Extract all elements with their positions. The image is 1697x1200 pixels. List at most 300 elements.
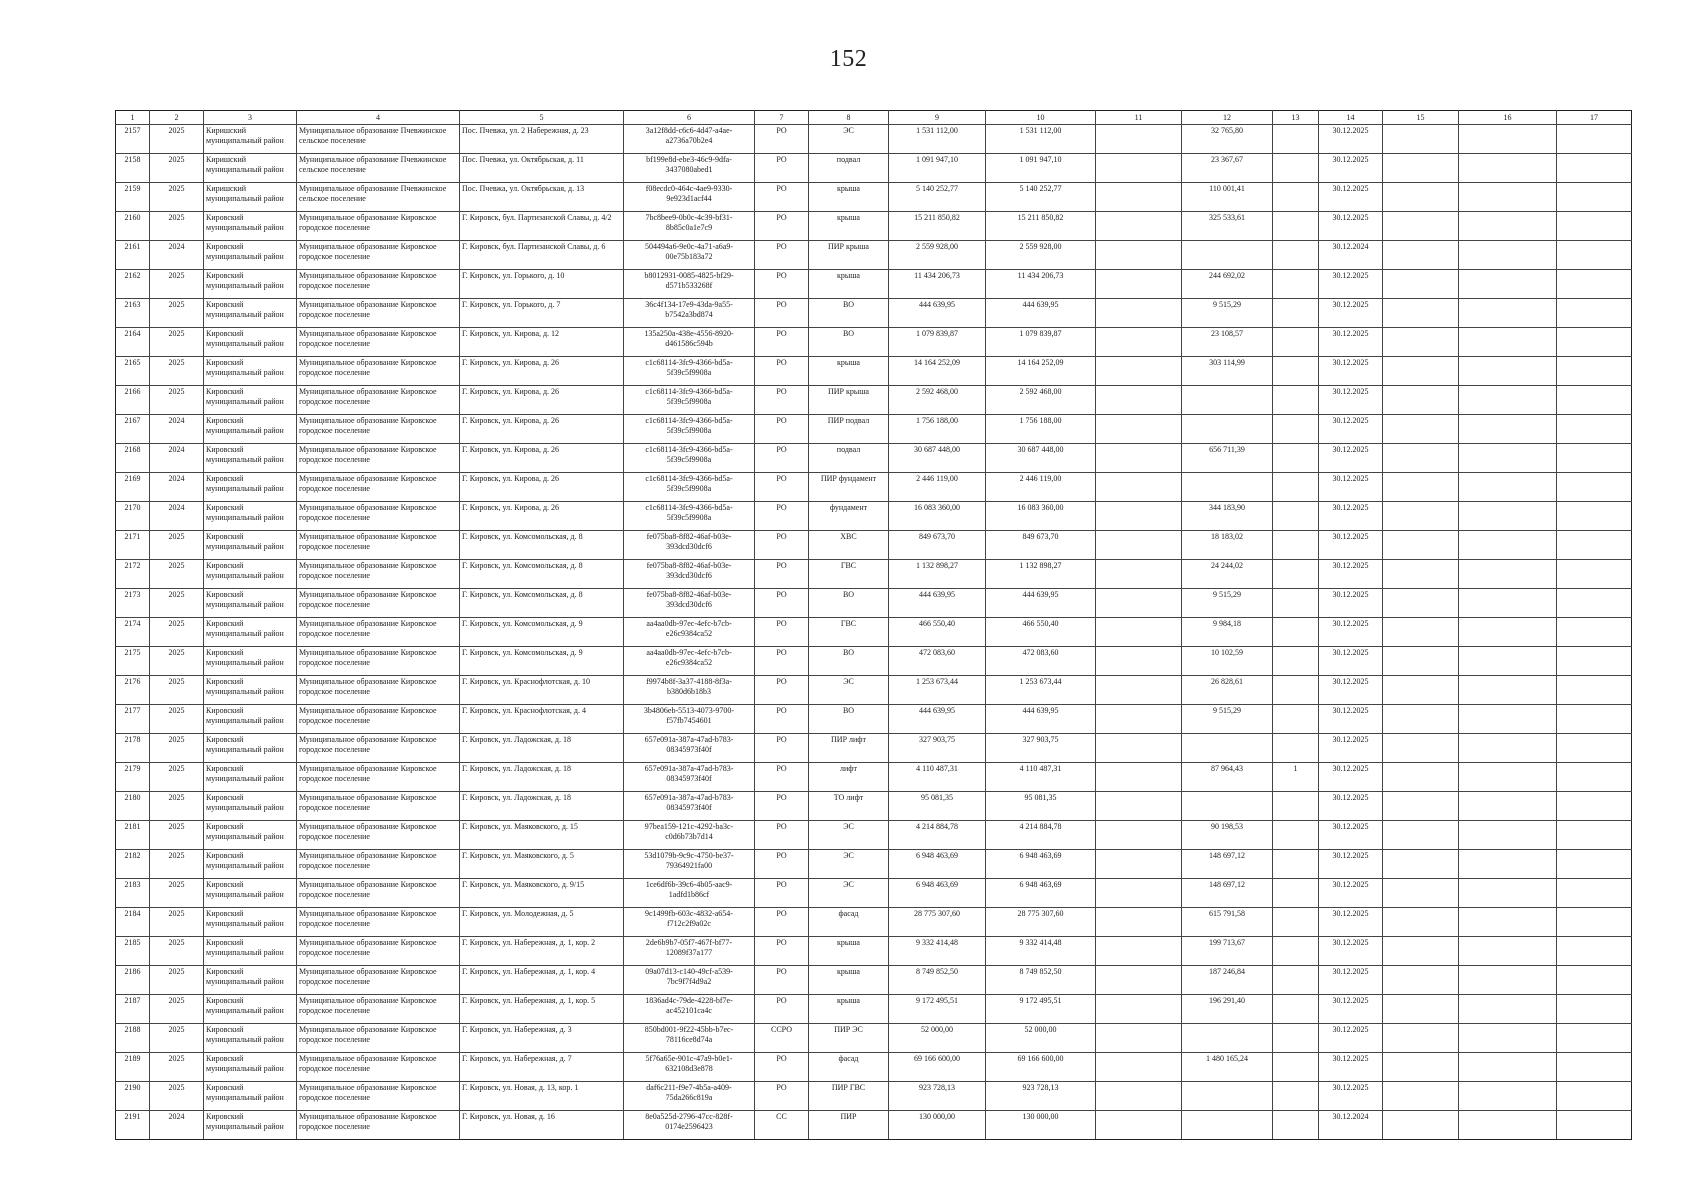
cell-cost-total: 11 434 206,73: [889, 270, 986, 299]
cell-municipality: Муниципальное образование Кировское городское поселение: [297, 444, 460, 473]
cell-cost-total: 1 079 839,87: [889, 328, 986, 357]
cell-col-16: [1459, 502, 1557, 531]
cell-municipality: Муниципальное образование Кировское городское поселение: [297, 357, 460, 386]
cell-year: 2025: [150, 647, 204, 676]
cell-work-type: крыша: [809, 966, 889, 995]
cell-house-guid: c1c68114-3fc9-4366-bd5a-5f39c5f9908a: [624, 386, 755, 415]
cell-municipality: Муниципальное образование Кировское городское поселение: [297, 618, 460, 647]
cell-year: 2024: [150, 473, 204, 502]
cell-work-type: ГВС: [809, 618, 889, 647]
cell-col-12: 325 533,61: [1182, 212, 1273, 241]
cell-cost-total: 1 531 112,00: [889, 125, 986, 154]
cell-col-11: [1096, 154, 1182, 183]
cell-address: Г. Кировск, бул. Партизанской Славы, д. 4/2: [460, 212, 624, 241]
cell-year: 2025: [150, 821, 204, 850]
cell-address: Г. Кировск, ул. Ладожская, д. 18: [460, 792, 624, 821]
cell-col-16: [1459, 676, 1557, 705]
cell-col-16: [1459, 357, 1557, 386]
cell-col-16: [1459, 995, 1557, 1024]
cell-district: Кировский муниципальный район: [204, 937, 297, 966]
table-row: [116, 502, 1632, 531]
cell-col-13: [1273, 531, 1319, 560]
cell-cost-fund: 472 083,60: [986, 647, 1096, 676]
cell-district: Кировский муниципальный район: [204, 473, 297, 502]
cell-year: 2025: [150, 792, 204, 821]
cell-municipality: Муниципальное образование Кировское городское поселение: [297, 1024, 460, 1053]
table-row: [116, 415, 1632, 444]
cell-col-17: [1557, 676, 1632, 705]
cell-cost-fund: 466 550,40: [986, 618, 1096, 647]
cell-cost-fund: 30 687 448,00: [986, 444, 1096, 473]
cell-address: Г. Кировск, ул. Маяковского, д. 9/15: [460, 879, 624, 908]
cell-cost-fund: 69 166 600,00: [986, 1053, 1096, 1082]
cell-work-type: крыша: [809, 183, 889, 212]
cell-house-guid: c1c68114-3fc9-4366-bd5a-5f39c5f9908a: [624, 357, 755, 386]
cell-col-16: [1459, 821, 1557, 850]
cell-cost-total: 69 166 600,00: [889, 1053, 986, 1082]
cell-work-type: ПИР крыша: [809, 386, 889, 415]
table-row: [116, 647, 1632, 676]
cell-col-12: 303 114,99: [1182, 357, 1273, 386]
cell-year: 2025: [150, 125, 204, 154]
cell-house-guid: bf199e8d-ebe3-46c9-9dfa-3437080abed1: [624, 154, 755, 183]
cell-house-guid: 2de6b9b7-05f7-467f-bf77-12089f37a177: [624, 937, 755, 966]
cell-col-12: 148 697,12: [1182, 879, 1273, 908]
cell-col-12: [1182, 734, 1273, 763]
cell-col-17: [1557, 647, 1632, 676]
cell-col-12: [1182, 386, 1273, 415]
cell-cost-total: 6 948 463,69: [889, 879, 986, 908]
cell-col-11: [1096, 879, 1182, 908]
cell-col-15: [1383, 212, 1459, 241]
cell-cost-fund: 1 091 947,10: [986, 154, 1096, 183]
cell-col-15: [1383, 183, 1459, 212]
cell-work-type: ЭС: [809, 850, 889, 879]
cell-program: РО: [755, 792, 809, 821]
table-row: [116, 966, 1632, 995]
cell-municipality: Муниципальное образование Кировское городское поселение: [297, 763, 460, 792]
cell-col-16: [1459, 473, 1557, 502]
cell-col-13: [1273, 908, 1319, 937]
cell-col-16: [1459, 908, 1557, 937]
cell-address: Г. Кировск, ул. Кирова, д. 12: [460, 328, 624, 357]
column-header-12: 12: [1182, 111, 1273, 125]
cell-deadline: 30.12.2025: [1319, 589, 1383, 618]
cell-deadline: 30.12.2025: [1319, 1053, 1383, 1082]
cell-deadline: 30.12.2025: [1319, 734, 1383, 763]
cell-col-13: 1: [1273, 763, 1319, 792]
cell-col-15: [1383, 415, 1459, 444]
cell-house-guid: aa4aa0db-97ec-4efc-b7cb-e26c9384ca52: [624, 618, 755, 647]
cell-district: Кировский муниципальный район: [204, 792, 297, 821]
cell-col-13: [1273, 1053, 1319, 1082]
cell-col-11: [1096, 618, 1182, 647]
cell-municipality: Муниципальное образование Пчевжинское сельское поселение: [297, 183, 460, 212]
cell-row-number: 2171: [116, 531, 150, 560]
cell-cost-total: 472 083,60: [889, 647, 986, 676]
cell-row-number: 2170: [116, 502, 150, 531]
cell-cost-total: 6 948 463,69: [889, 850, 986, 879]
table-row: [116, 1053, 1632, 1082]
cell-col-17: [1557, 734, 1632, 763]
cell-col-17: [1557, 1111, 1632, 1140]
cell-col-15: [1383, 270, 1459, 299]
cell-program: РО: [755, 647, 809, 676]
cell-col-16: [1459, 1024, 1557, 1053]
cell-deadline: 30.12.2025: [1319, 821, 1383, 850]
cell-col-11: [1096, 1053, 1182, 1082]
cell-col-11: [1096, 328, 1182, 357]
cell-col-16: [1459, 415, 1557, 444]
cell-col-13: [1273, 589, 1319, 618]
cell-address: Г. Кировск, бул. Партизанской Славы, д. 6: [460, 241, 624, 270]
cell-district: Кировский муниципальный район: [204, 1053, 297, 1082]
cell-col-16: [1459, 241, 1557, 270]
cell-cost-total: 95 081,35: [889, 792, 986, 821]
cell-year: 2024: [150, 444, 204, 473]
cell-col-16: [1459, 705, 1557, 734]
table-row: [116, 850, 1632, 879]
cell-house-guid: fe075ba8-8f82-46af-b03e-393dcd30dcf6: [624, 589, 755, 618]
cell-program: РО: [755, 1053, 809, 1082]
cell-col-17: [1557, 850, 1632, 879]
cell-col-17: [1557, 995, 1632, 1024]
cell-col-12: 148 697,12: [1182, 850, 1273, 879]
cell-cost-total: 9 332 414,48: [889, 937, 986, 966]
cell-row-number: 2162: [116, 270, 150, 299]
cell-col-15: [1383, 676, 1459, 705]
cell-cost-total: 327 903,75: [889, 734, 986, 763]
cell-col-17: [1557, 618, 1632, 647]
cell-cost-total: 2 559 928,00: [889, 241, 986, 270]
cell-address: Г. Кировск, ул. Набережная, д. 1, кор. 5: [460, 995, 624, 1024]
cell-col-17: [1557, 1053, 1632, 1082]
cell-year: 2025: [150, 908, 204, 937]
cell-work-type: ПИР ЭС: [809, 1024, 889, 1053]
column-header-3: 3: [204, 111, 297, 125]
cell-house-guid: 1ce6df6b-39c6-4b05-aac9-1adfd1b86cf: [624, 879, 755, 908]
cell-col-13: [1273, 937, 1319, 966]
cell-col-15: [1383, 357, 1459, 386]
cell-year: 2025: [150, 299, 204, 328]
cell-col-13: [1273, 1111, 1319, 1140]
table-row: [116, 879, 1632, 908]
table-row: [116, 821, 1632, 850]
cell-col-15: [1383, 473, 1459, 502]
cell-work-type: ВО: [809, 589, 889, 618]
cell-program: РО: [755, 386, 809, 415]
column-header-9: 9: [889, 111, 986, 125]
cell-program: РО: [755, 850, 809, 879]
cell-municipality: Муниципальное образование Кировское городское поселение: [297, 241, 460, 270]
cell-col-15: [1383, 502, 1459, 531]
cell-program: РО: [755, 473, 809, 502]
table-row: [116, 763, 1632, 792]
cell-col-11: [1096, 589, 1182, 618]
column-header-1: 1: [116, 111, 150, 125]
cell-municipality: Муниципальное образование Кировское городское поселение: [297, 850, 460, 879]
cell-col-15: [1383, 995, 1459, 1024]
cell-cost-total: 52 000,00: [889, 1024, 986, 1053]
cell-col-15: [1383, 386, 1459, 415]
cell-address: Г. Кировск, ул. Маяковского, д. 15: [460, 821, 624, 850]
cell-district: Кировский муниципальный район: [204, 415, 297, 444]
cell-col-15: [1383, 125, 1459, 154]
cell-municipality: Муниципальное образование Кировское городское поселение: [297, 966, 460, 995]
cell-col-13: [1273, 183, 1319, 212]
cell-address: Г. Кировск, ул. Кирова, д. 26: [460, 415, 624, 444]
cell-program: ССРО: [755, 1024, 809, 1053]
column-header-6: 6: [624, 111, 755, 125]
cell-col-15: [1383, 241, 1459, 270]
cell-year: 2024: [150, 241, 204, 270]
cell-municipality: Муниципальное образование Кировское городское поселение: [297, 705, 460, 734]
table-row: [116, 908, 1632, 937]
cell-col-15: [1383, 763, 1459, 792]
table-row: [116, 241, 1632, 270]
cell-deadline: 30.12.2025: [1319, 966, 1383, 995]
cell-col-15: [1383, 560, 1459, 589]
cell-col-16: [1459, 647, 1557, 676]
table-row: [116, 357, 1632, 386]
cell-address: Г. Кировск, ул. Комсомольская, д. 9: [460, 647, 624, 676]
cell-work-type: крыша: [809, 212, 889, 241]
cell-cost-fund: 16 083 360,00: [986, 502, 1096, 531]
cell-address: Г. Кировск, ул. Кирова, д. 26: [460, 357, 624, 386]
cell-col-11: [1096, 183, 1182, 212]
cell-col-17: [1557, 1024, 1632, 1053]
cell-col-17: [1557, 154, 1632, 183]
cell-cost-fund: 1 253 673,44: [986, 676, 1096, 705]
table-row: [116, 589, 1632, 618]
cell-col-12: 1 480 165,24: [1182, 1053, 1273, 1082]
table-row: [116, 183, 1632, 212]
cell-col-12: [1182, 415, 1273, 444]
cell-cost-total: 4 214 884,78: [889, 821, 986, 850]
column-header-7: 7: [755, 111, 809, 125]
cell-row-number: 2189: [116, 1053, 150, 1082]
cell-deadline: 30.12.2025: [1319, 473, 1383, 502]
cell-work-type: ХВС: [809, 531, 889, 560]
cell-work-type: фасад: [809, 1053, 889, 1082]
cell-col-17: [1557, 937, 1632, 966]
table-row: [116, 328, 1632, 357]
cell-cost-total: 1 253 673,44: [889, 676, 986, 705]
cell-district: Кировский муниципальный район: [204, 212, 297, 241]
cell-year: 2025: [150, 154, 204, 183]
cell-cost-fund: 95 081,35: [986, 792, 1096, 821]
cell-deadline: 30.12.2025: [1319, 908, 1383, 937]
cell-col-15: [1383, 1111, 1459, 1140]
table-row: [116, 705, 1632, 734]
cell-address: Г. Кировск, ул. Краснофлотская, д. 10: [460, 676, 624, 705]
cell-cost-total: 444 639,95: [889, 705, 986, 734]
cell-row-number: 2186: [116, 966, 150, 995]
cell-col-17: [1557, 270, 1632, 299]
cell-cost-fund: 15 211 850,82: [986, 212, 1096, 241]
cell-row-number: 2169: [116, 473, 150, 502]
cell-program: РО: [755, 879, 809, 908]
cell-deadline: 30.12.2024: [1319, 241, 1383, 270]
cell-col-17: [1557, 1082, 1632, 1111]
cell-cost-fund: 1 132 898,27: [986, 560, 1096, 589]
cell-cost-fund: 444 639,95: [986, 299, 1096, 328]
table-row: [116, 1024, 1632, 1053]
cell-cost-fund: 130 000,00: [986, 1111, 1096, 1140]
cell-col-17: [1557, 357, 1632, 386]
cell-row-number: 2178: [116, 734, 150, 763]
cell-col-12: 24 244,02: [1182, 560, 1273, 589]
cell-col-11: [1096, 850, 1182, 879]
cell-year: 2025: [150, 328, 204, 357]
cell-program: РО: [755, 444, 809, 473]
cell-municipality: Муниципальное образование Кировское городское поселение: [297, 415, 460, 444]
cell-col-12: 23 108,57: [1182, 328, 1273, 357]
cell-year: 2024: [150, 1111, 204, 1140]
cell-col-13: [1273, 966, 1319, 995]
cell-col-15: [1383, 328, 1459, 357]
cell-district: Кировский муниципальный район: [204, 241, 297, 270]
cell-program: РО: [755, 560, 809, 589]
table-row: [116, 618, 1632, 647]
cell-district: Киришский муниципальный район: [204, 154, 297, 183]
cell-program: РО: [755, 966, 809, 995]
cell-cost-fund: 327 903,75: [986, 734, 1096, 763]
cell-deadline: 30.12.2025: [1319, 763, 1383, 792]
cell-col-16: [1459, 879, 1557, 908]
cell-cost-fund: 4 110 487,31: [986, 763, 1096, 792]
cell-cost-fund: 9 332 414,48: [986, 937, 1096, 966]
cell-address: Пос. Пчевжа, ул. Октябрьская, д. 13: [460, 183, 624, 212]
cell-address: Г. Кировск, ул. Комсомольская, д. 8: [460, 589, 624, 618]
cell-program: РО: [755, 183, 809, 212]
cell-deadline: 30.12.2025: [1319, 502, 1383, 531]
cell-work-type: ВО: [809, 299, 889, 328]
cell-col-16: [1459, 1053, 1557, 1082]
cell-row-number: 2158: [116, 154, 150, 183]
cell-col-11: [1096, 473, 1182, 502]
cell-district: Киришский муниципальный район: [204, 125, 297, 154]
cell-district: Кировский муниципальный район: [204, 328, 297, 357]
cell-col-12: [1182, 473, 1273, 502]
cell-deadline: 30.12.2025: [1319, 125, 1383, 154]
cell-col-12: 244 692,02: [1182, 270, 1273, 299]
cell-col-11: [1096, 763, 1182, 792]
cell-work-type: ПИР: [809, 1111, 889, 1140]
cell-col-17: [1557, 473, 1632, 502]
cell-year: 2025: [150, 676, 204, 705]
cell-address: Пос. Пчевжа, ул. 2 Набережная, д. 23: [460, 125, 624, 154]
cell-col-15: [1383, 1024, 1459, 1053]
cell-col-11: [1096, 821, 1182, 850]
cell-col-13: [1273, 415, 1319, 444]
cell-col-12: 199 713,67: [1182, 937, 1273, 966]
cell-municipality: Муниципальное образование Кировское городское поселение: [297, 792, 460, 821]
cell-deadline: 30.12.2025: [1319, 154, 1383, 183]
cell-col-17: [1557, 183, 1632, 212]
cell-deadline: 30.12.2025: [1319, 183, 1383, 212]
cell-address: Г. Кировск, ул. Маяковского, д. 5: [460, 850, 624, 879]
cell-program: СС: [755, 1111, 809, 1140]
cell-program: РО: [755, 618, 809, 647]
cell-district: Кировский муниципальный район: [204, 1082, 297, 1111]
cell-district: Кировский муниципальный район: [204, 589, 297, 618]
cell-deadline: 30.12.2025: [1319, 618, 1383, 647]
cell-row-number: 2157: [116, 125, 150, 154]
cell-row-number: 2179: [116, 763, 150, 792]
cell-col-13: [1273, 1082, 1319, 1111]
cell-cost-total: 1 756 188,00: [889, 415, 986, 444]
cell-work-type: ВО: [809, 647, 889, 676]
cell-year: 2025: [150, 357, 204, 386]
cell-col-11: [1096, 125, 1182, 154]
table-row: [116, 1082, 1632, 1111]
cell-work-type: фундамент: [809, 502, 889, 531]
cell-col-16: [1459, 560, 1557, 589]
cell-deadline: 30.12.2025: [1319, 444, 1383, 473]
cell-row-number: 2159: [116, 183, 150, 212]
cell-col-17: [1557, 560, 1632, 589]
cell-cost-fund: 14 164 252,09: [986, 357, 1096, 386]
cell-col-13: [1273, 328, 1319, 357]
cell-district: Киришский муниципальный район: [204, 183, 297, 212]
cell-col-15: [1383, 734, 1459, 763]
cell-district: Кировский муниципальный район: [204, 502, 297, 531]
cell-house-guid: 09a07d13-c140-49cf-a539-7bc9f7f4d9a2: [624, 966, 755, 995]
cell-col-17: [1557, 966, 1632, 995]
cell-col-16: [1459, 589, 1557, 618]
cell-address: Г. Кировск, ул. Молодежная, д. 5: [460, 908, 624, 937]
cell-cost-total: 466 550,40: [889, 618, 986, 647]
cell-col-16: [1459, 125, 1557, 154]
cell-municipality: Муниципальное образование Пчевжинское сельское поселение: [297, 125, 460, 154]
cell-house-guid: 53d1079b-9c9c-4750-be37-79364921fa00: [624, 850, 755, 879]
cell-address: Г. Кировск, ул. Горького, д. 10: [460, 270, 624, 299]
cell-program: РО: [755, 1082, 809, 1111]
cell-address: Г. Кировск, ул. Набережная, д. 3: [460, 1024, 624, 1053]
cell-col-11: [1096, 676, 1182, 705]
cell-col-17: [1557, 879, 1632, 908]
cell-col-15: [1383, 299, 1459, 328]
cell-col-16: [1459, 966, 1557, 995]
table-row: [116, 734, 1632, 763]
cell-deadline: 30.12.2025: [1319, 850, 1383, 879]
cell-year: 2025: [150, 705, 204, 734]
cell-work-type: ГВС: [809, 560, 889, 589]
table-row: [116, 212, 1632, 241]
cell-municipality: Муниципальное образование Кировское городское поселение: [297, 937, 460, 966]
cell-year: 2025: [150, 763, 204, 792]
cell-address: Г. Кировск, ул. Набережная, д. 1, кор. 2: [460, 937, 624, 966]
table-row: [116, 473, 1632, 502]
table-row: [116, 444, 1632, 473]
cell-program: РО: [755, 705, 809, 734]
cell-work-type: ВО: [809, 328, 889, 357]
cell-col-13: [1273, 154, 1319, 183]
cell-address: Г. Кировск, ул. Ладожская, д. 18: [460, 734, 624, 763]
cell-year: 2025: [150, 966, 204, 995]
cell-row-number: 2161: [116, 241, 150, 270]
cell-col-17: [1557, 821, 1632, 850]
cell-house-guid: daf6c211-f9e7-4b5a-a409-75da266c819a: [624, 1082, 755, 1111]
cell-deadline: 30.12.2025: [1319, 357, 1383, 386]
cell-work-type: ТО лифт: [809, 792, 889, 821]
cell-district: Кировский муниципальный район: [204, 386, 297, 415]
table-row: [116, 792, 1632, 821]
cell-deadline: 30.12.2025: [1319, 560, 1383, 589]
cell-address: Г. Кировск, ул. Новая, д. 16: [460, 1111, 624, 1140]
cell-program: РО: [755, 241, 809, 270]
